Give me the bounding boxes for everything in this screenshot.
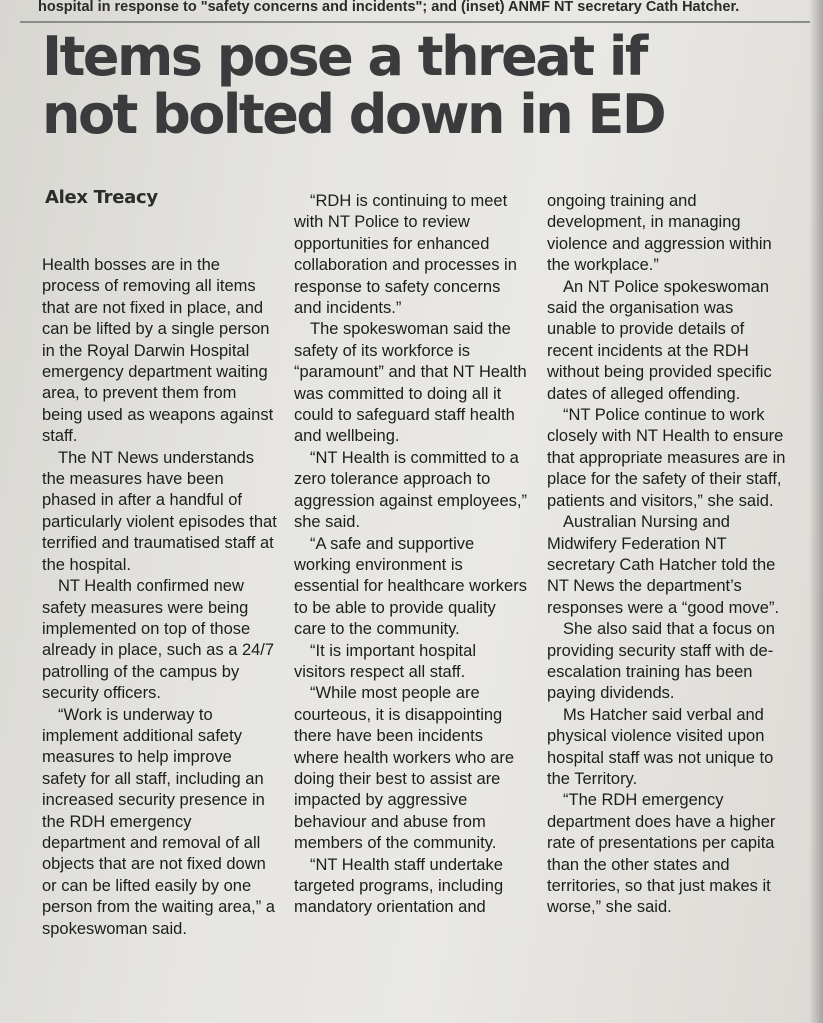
headline — [42, 25, 802, 146]
paragraph: “NT Health is committed to a zero tolerance approach to aggression against employees,” she said. — [294, 448, 527, 532]
paragraph: NT Health confirmed new safety measures were being implemented on top of those already in place, such as a 24/7 patrolling of the campus by security officers. — [42, 577, 275, 703]
byline: Alex Treacy — [45, 187, 158, 208]
paragraph: The NT News understands the measures have been phased in after a handful of particularly violent episodes that terrified and traumatised staff at the hospital. — [42, 448, 277, 574]
paragraph: An NT Police spokeswoman said the organisation was unable to provide details of recent incidents at the RDH without being provided specific dates of alleged offending. — [547, 277, 772, 403]
article-column-3 — [547, 191, 787, 919]
caption-divider — [20, 21, 810, 23]
paragraph: “It is important hospital visitors respect all staff. — [294, 641, 476, 681]
paragraph: Australian Nursing and Midwifery Federation NT secretary Cath Hatcher told the NT News the department’s responses were a “good move”. — [547, 513, 780, 617]
paragraph: “The RDH emergency department does have a higher rate of presentations per capita than the other states and territories, so that just makes it worse,” she said. — [547, 791, 776, 917]
paragraph: Ms Hatcher said verbal and physical violence visited upon hospital staff was not unique to the Territory. — [547, 705, 774, 788]
headline-line-2: not bolted down in ED — [42, 83, 665, 146]
paragraph: “A safe and supportive working environment is essential for healthcare workers to be able to provide quality care to the community. — [294, 534, 527, 639]
page-edge-shadow — [809, 0, 823, 1023]
paragraph: The spokeswoman said the safety of its workforce is “paramount” and that NT Health was committed to doing all it could to safeguard staff health and wellbeing. — [294, 320, 527, 446]
paragraph: “While most people are courteous, it is disappointing there have been incidents where health workers who are doing their best to assist are impacted by aggressive behaviour and abuse from members of the community. — [294, 684, 515, 853]
paragraph: She also said that a focus on providing security staff with de-escalation training has been paying dividends. — [547, 620, 775, 703]
headline-line-1: Items pose a threat if — [42, 25, 646, 88]
article-column-1 — [42, 255, 278, 940]
paragraph: “RDH is continuing to meet with NT Police to review opportunities for enhanced collaboration and processes in response to safety concerns and incidents.” — [294, 192, 517, 318]
paragraph: “NT Police continue to work closely with NT Health to ensure that appropriate measures are in place for the safety of their staff, patients and visitors,” she said. — [547, 406, 786, 510]
paragraph: Health bosses are in the process of removing all items that are not fixed in place, and can be lifted by a single person in the Royal Darwin Hospital emergency department waiting area, to prevent them from being used as weapons against staff. — [42, 256, 274, 446]
paragraph: “Work is underway to implement additional safety measures to help improve safety for all staff, including an increased security presence in the RDH emergency department and removal of all objects that are not fixed down or can be lifted easily by one person from the waiting area,” a spokeswoman said. — [42, 705, 275, 938]
photo-caption: hospital in response to "safety concerns and incidents"; and (inset) ANMF NT secretary Cath Hatcher. — [38, 0, 740, 15]
article-column-2 — [294, 191, 530, 919]
paragraph: “NT Health staff undertake targeted programs, including mandatory orientation and — [294, 855, 504, 917]
paragraph: ongoing training and development, in managing violence and aggression within the workplace.” — [547, 192, 772, 275]
